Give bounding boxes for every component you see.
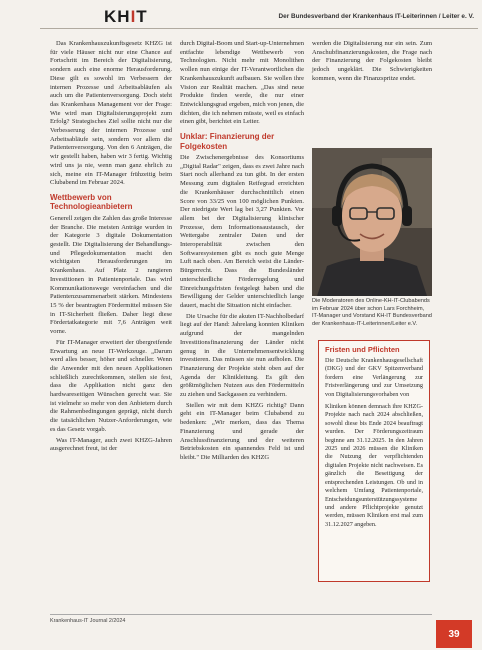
footer-divider [50,614,432,615]
photo-caption: Die Moderatoren des Online-KH-IT-Clubabends im Februar 2024 über schon Lars Forchheim, IT-Manager und Vorstand KH-IT Bundesverband der Krankenhaus-IT-Leiterinnen/Leiter e.V. [312,298,432,327]
portrait-photo [312,148,432,296]
header-tagline: Der Bundesverband der Krankenhaus IT-Leiterinnen / Leiter e. V. [278,13,474,20]
paragraph: durch Digital-Boom und Start-up-Unternehmen entfachte lebendige Wettbewerb von Technologien. Nicht mehr mit Monolithen wollen nun einige der IT-Verantwortlichen die Krankenhauszukunft aufbauen. Sie wollen ihre Vision zur Realität machen. „Das sind neue Produkte finden werde, die nur einer Entwicklungsgrad ergeben, mich von jenen, die dichten, die ich nehmen müsste, weil es einfach einen gibt, berichtet ein Leiter. [180,40,305,126]
info-box-paragraph: Die Deutsche Krankenhausgesellschaft (DKG) und der GKV Spitzenverband fordern eine Verlängerung zur Fristverlängerung und zur Umsetzung von Digitalisierungsvorhaben von [325,357,423,398]
info-box [318,340,430,582]
paragraph: Stellen wir mit dem KHZG richtig? Dann geht ein IT-Manager beim Clubabend zu bedenken: „Wir merken, dass das Thema Finanzierung und gerade der Anschlussfinanzierung und der weiteren Betriebskosten ein spannendes Feld ist und bleibt." Die Milliarden des KHZG [180,401,304,461]
info-box-paragraph: Kliniken können demnach ihre KHZG-Projekte nach nach 2024 abschließen, sowohl diese bis Ende 2024 beauftragt wurden. Der Förderungszeitraum beginne am 31.12.2025. In den Jahren 2025 und 2026 müssen die Kliniken die Nutzung der verpflichtenden digitalen Projekte nicht nachweisen. Es gänzlich die Beseitigung der entsprechenden Leistungen. Ob und in welchem Umfang Patientenportale, Entscheidungsunterstützungssysteme und andere Pflichtprojekte genutzt werden, müssen Kliniken erst mal zum 31.12.2027 angeben. [325,403,423,528]
column-3 [312,40,432,86]
footer-journal: Krankenhaus-IT Journal 2/2024 [50,618,126,624]
info-box-title: Fristen und Pflichten [325,345,400,354]
subheading: Wettbewerb von Technologieanbietern [50,192,133,212]
paragraph: Was IT-Manager, auch zwei KHZG-Jahren ausgerechnet freut, ist der [50,436,172,453]
paragraph: Das Krankenhauszukunftsgesetz KHZG ist für viele Häuser nicht nur eine Chance auf Fortschritt im Bereich der Digitalisierung, sondern auch eine enorme Herausforderung. Diese gilt es sowohl im Verbessern der internen Prozesse und Arbeitsabläufen als auch um die Patientenversorgung. Doch steht das Krankenhaus Management vor der Frage: Wie wird man Digitalisierungsprojekt zum Erfolg? Strategisches Ziel sollte nicht nur die Verbesserung der internen Prozesse und Arbeitsabläufe sein, sondern vor allem die Patientenversorgung. Von den 6 Anträgen, die wir gestellt haben, haben wir 3 fertig. Wichtig wird uns ja nie, wenn man ganz ehrlich zu sich, meine ein IT-Manager frühzeitig beim Clubabend im Februar 2024. [50,40,172,187]
paragraph: werden die Digitalisierung nur ein sein. Zum Anschubfinanzierungskosten, die Frage nach der Finanzierung der Folgekosten bleibt jedoch ungeklärt. Die Schwierigkeiten kommen, wenn die Finanzspritze endet. [312,40,432,82]
paragraph: Für IT-Manager erweitert der übergreifende Erwartung an neue IT-Werkzeuge. „Darum werd alles besser, höher und schneller. Wenn die Anwender mit den neuen Applikationen schließlich zurechtkommen, stellen sie fest, dass die Applikation nicht ganz den hardwareseitigen Wünschen gerecht war. Sie ist vielmehr so mehr von den Anbietern durch die Rahmenbedingungen geprägt, nicht durch die tatsächlichen Nutzer-Anforderungen, wie es das Gesetz vorgab. [50,338,172,433]
page-header [0,0,482,32]
paragraph: Die Ursache für die akuten IT-Nachholbedarf liegt auf der Hand: Jahrelang konnten Kliniken aufgrund der mangelnden Investitionsfinanzierung der Länder nicht genug in die Unternehmensentwicklung investieren. Das müssen sie nun aufholen. Die Finanzierung der Projekte steht oben auf der Agenda der Klinikleitung. Es gilt den größtmöglichen Nutzen aus den Fördermitteln zu ziehen und Sackgassen zu verhindern. [180,312,304,399]
paragraph: Die Zwischenergebnisse des Konsortiums „Digital Radar" zeigen, dass es zwei Jahre nach Start noch allerhand zu tun gibt. In der ersten Messung zum digitalen Reifegrad erreichten die Krankenhäuser durchschnittlich einen Score von 33/25 von 100 möglichen Punkten. Der niedrigste Wert lag bei 3,27 Punkten. Vor allem bei der Digitalisierung klinischer Prozesse, dem Informationsaustausch, der Wettergabe zentraler Daten und der Interoperabilität zwischen den Softwaresystemen gibt es noch gute Menge Luft nach oben. Am Bereich weist die Länder-Bürgerrecht. Dass die Bundesländer unterschiedliche Förderregelung und Einreichungsfristen festgelegt haben und die Bewilligung der Gelder unterschiedlich lange dauert, macht die Situation nicht einfacher. [180,154,304,309]
column-2 [180,40,304,465]
portrait-illustration [312,148,432,296]
column-1 [50,40,172,456]
header-divider [40,28,478,29]
page-number: 39 [436,620,472,648]
paragraph: Generell zeigen die Zahlen das große Interesse der Branche. Die meisten Anträge wurden in der Kategorie 3 digitale Dokumentation gestellt. Die Digitalisierung der Behandlungs- und Pflegedokumentation macht den wichtigsten Herausforderungen im Krankenhaus. Auf Platz 2 rangieren Investitionen in Patientenportale. Das wird Kommunikationswege vereinfachen und die Patientenzusammenarbeit stärken. Mindestens 15 % der beantragten Fördermittel müssen Sie in IT-Sicherheit fließen. Daher liegt diese Fördertatkategorie mit 7,6 Anträgen weit vorne. [50,214,172,336]
khit-logo: KHIT [104,7,148,26]
subheading: Unklar: Finanzierung der Folgekosten [180,132,275,151]
